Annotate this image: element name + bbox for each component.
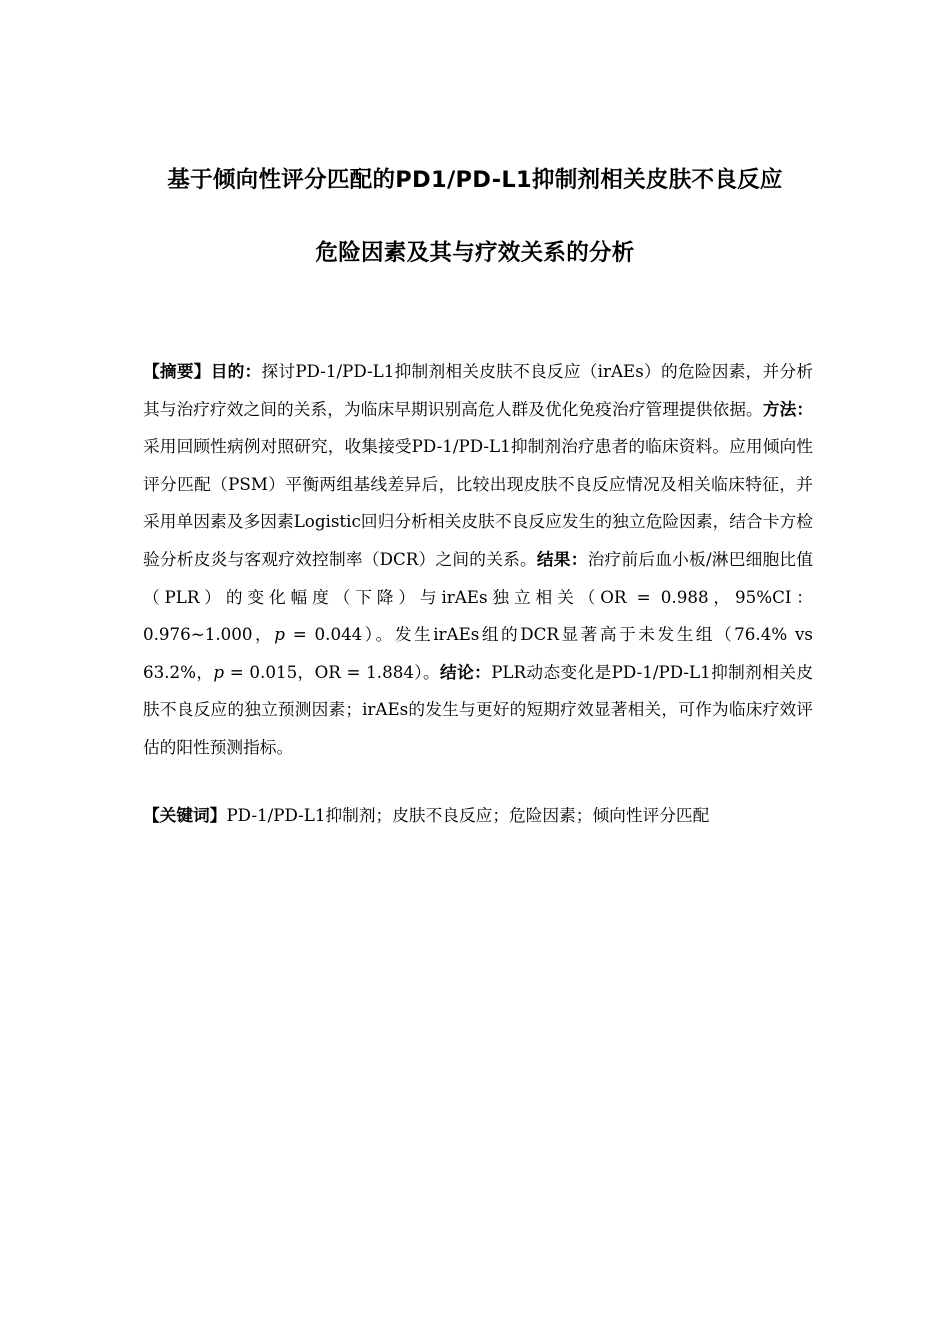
keywords-section — [143, 797, 813, 835]
results-label: 结果： — [536, 548, 588, 569]
keywords-label: 【关键词】 — [143, 805, 227, 825]
results-text-part-1: 治疗前后血小板/淋巴细胞比值（PLR）的变化幅度（下降）与irAEs独立相关（OR = 0.988，95%CI：0.976~1.000， — [143, 548, 813, 645]
paper-title-line-1: 基于倾向性评分匹配的PD1/PD-L1抑制剂相关皮肤不良反应 — [167, 167, 783, 193]
p-value-symbol: p — [213, 661, 225, 682]
paper-title-line-2: 危险因素及其与疗效关系的分析 — [315, 240, 635, 266]
abstract-label: 【摘要】 — [143, 361, 211, 381]
abstract-section — [143, 353, 813, 767]
results-text-part-2: = 0.044）。发生irAEs组的DCR显著高于未发生组（76.4% vs 63.2%， — [143, 624, 813, 682]
objective-text: 探讨PD-1/PD-L1抑制剂相关皮肤不良反应（irAEs）的危险因素，并分析其与治疗疗效之间的关系，为临床早期识别高危人群及优化免疫治疗管理提供依据。 — [143, 361, 814, 419]
conclusion-text: PLR动态变化是PD-1/PD-L1抑制剂相关皮肤不良反应的独立预测因素；irAEs的发生与更好的短期疗效显著相关，可作为临床疗效评估的阳性预测指标。 — [143, 661, 814, 757]
objective-label: 目的： — [210, 361, 262, 381]
abstract-paragraph — [143, 353, 813, 767]
methods-text: 采用回顾性病例对照研究，收集接受PD-1/PD-L1抑制剂治疗患者的临床资料。应用倾向性评分匹配（PSM）平衡两组基线差异后，比较出现皮肤不良反应情况及相关临床特征，并采用单因素及多因素Logistic回归分析相关皮肤不良反应发生的独立危险因素，结合卡方检验分析皮炎与客观疗效控制率（DCR）之间的关系。 — [143, 436, 813, 569]
keywords-text: PD-1/PD-L1抑制剂；皮肤不良反应；危险因素；倾向性评分匹配 — [226, 805, 710, 825]
methods-label: 方法： — [762, 398, 814, 419]
results-text-part-3: = 0.015，OR = 1.884）。 — [224, 661, 441, 682]
p-value-symbol: p — [274, 624, 285, 645]
conclusion-label: 结论： — [440, 661, 492, 682]
